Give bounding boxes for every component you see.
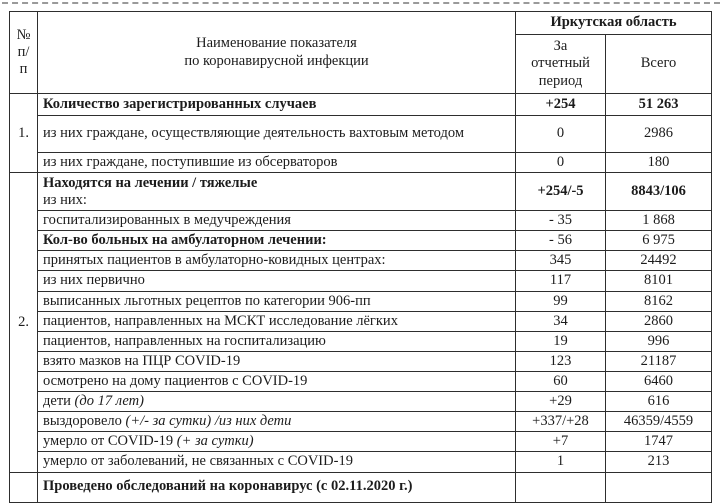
row-label: осмотрено на дому пациентов с COVID-19 xyxy=(38,371,516,391)
row-label: из них первично xyxy=(38,271,516,291)
row-label: умерло от COVID-19 (+ за сутки) xyxy=(38,432,516,452)
table-row xyxy=(10,153,712,173)
num-header-line1: № xyxy=(16,26,31,43)
period-value: - 35 xyxy=(516,211,606,231)
row-label: госпитализированных в медучреждения xyxy=(38,211,516,231)
total-value: 8101 xyxy=(606,271,712,291)
table-row xyxy=(10,291,712,311)
row-label: дети (до 17 лет) xyxy=(38,392,516,412)
period-value: +7 xyxy=(516,432,606,452)
indicator-header-line2: по коронавирусной инфекции xyxy=(184,52,369,69)
total-value: 1 868 xyxy=(606,211,712,231)
covid-statistics-table xyxy=(9,11,712,503)
total-value: 2860 xyxy=(606,311,712,331)
period-value: 60 xyxy=(516,371,606,391)
period-value: 1 xyxy=(516,452,606,472)
total-value: 616 xyxy=(606,392,712,412)
period-value xyxy=(516,472,606,502)
row-label: Проведено обследований на коронавирус (с 02.11.2020 г.) xyxy=(38,472,516,502)
total-value xyxy=(606,472,712,502)
total-value: 6460 xyxy=(606,371,712,391)
table-row xyxy=(10,452,712,472)
col-header-indicator xyxy=(38,12,516,94)
table-row xyxy=(10,351,712,371)
table-row xyxy=(10,271,712,291)
table-row xyxy=(10,231,712,251)
period-value: 0 xyxy=(516,116,606,153)
table-header-row-1 xyxy=(10,12,712,35)
total-value: 1747 xyxy=(606,432,712,452)
total-value: 213 xyxy=(606,452,712,472)
period-value: 123 xyxy=(516,351,606,371)
col-header-total: Всего xyxy=(606,35,712,94)
period-value: - 56 xyxy=(516,231,606,251)
table-row xyxy=(10,116,712,153)
period-value: 19 xyxy=(516,331,606,351)
total-value: 180 xyxy=(606,153,712,173)
total-value: 2986 xyxy=(606,116,712,153)
row-label: выздоровело (+/- за сутки) /из них дети xyxy=(38,412,516,432)
scan-artifact-line xyxy=(2,2,720,4)
row-label: умерло от заболеваний, не связанных с COVID-19 xyxy=(38,452,516,472)
period-value: 99 xyxy=(516,291,606,311)
period-value: +337/+28 xyxy=(516,412,606,432)
row-label: взято мазков на ПЦР COVID-19 xyxy=(38,351,516,371)
num-header-line2: п/п xyxy=(17,43,30,78)
table-row xyxy=(10,331,712,351)
section-number xyxy=(10,472,38,502)
period-value: 34 xyxy=(516,311,606,331)
table-row xyxy=(10,392,712,412)
row-label: принятых пациентов в амбулаторно-ковидных центрах: xyxy=(38,251,516,271)
period-value: 345 xyxy=(516,251,606,271)
table-row xyxy=(10,371,712,391)
total-value: 24492 xyxy=(606,251,712,271)
table-row xyxy=(10,173,712,211)
section-number: 2. xyxy=(10,173,38,472)
table-row-partial xyxy=(10,472,712,502)
total-value: 21187 xyxy=(606,351,712,371)
row-label: Кол-во больных на амбулаторном лечении: xyxy=(38,231,516,251)
period-value: 0 xyxy=(516,153,606,173)
row-label: из них граждане, осуществляющие деятельность вахтовым методом xyxy=(38,116,516,153)
table-row xyxy=(10,251,712,271)
row-label: Находятся на лечении / тяжелые из них: xyxy=(38,173,516,211)
period-value: +254 xyxy=(516,94,606,116)
total-value: 8162 xyxy=(606,291,712,311)
table-row xyxy=(10,311,712,331)
total-value: 996 xyxy=(606,331,712,351)
row-label: Количество зарегистрированных случаев xyxy=(38,94,516,116)
table-row xyxy=(10,432,712,452)
period-value: 117 xyxy=(516,271,606,291)
row-label: пациентов, направленных на госпитализацию xyxy=(38,331,516,351)
table-row xyxy=(10,211,712,231)
total-value: 6 975 xyxy=(606,231,712,251)
table-row xyxy=(10,94,712,116)
row-label: выписанных льготных рецептов по категории 906-пп xyxy=(38,291,516,311)
col-header-region: Иркутская область xyxy=(516,12,712,35)
indicator-header-line1: Наименование показателя xyxy=(196,35,357,52)
col-header-period: За отчетный период xyxy=(516,35,606,94)
total-value: 46359/4559 xyxy=(606,412,712,432)
section-number: 1. xyxy=(10,94,38,173)
row-label: из них граждане, поступившие из обсерваторов xyxy=(38,153,516,173)
period-value: +29 xyxy=(516,392,606,412)
col-header-num xyxy=(10,12,38,94)
table-row xyxy=(10,412,712,432)
total-value: 8843/106 xyxy=(606,173,712,211)
period-value: +254/-5 xyxy=(516,173,606,211)
row-label: пациентов, направленных на МСКТ исследование лёгких xyxy=(38,311,516,331)
total-value: 51 263 xyxy=(606,94,712,116)
